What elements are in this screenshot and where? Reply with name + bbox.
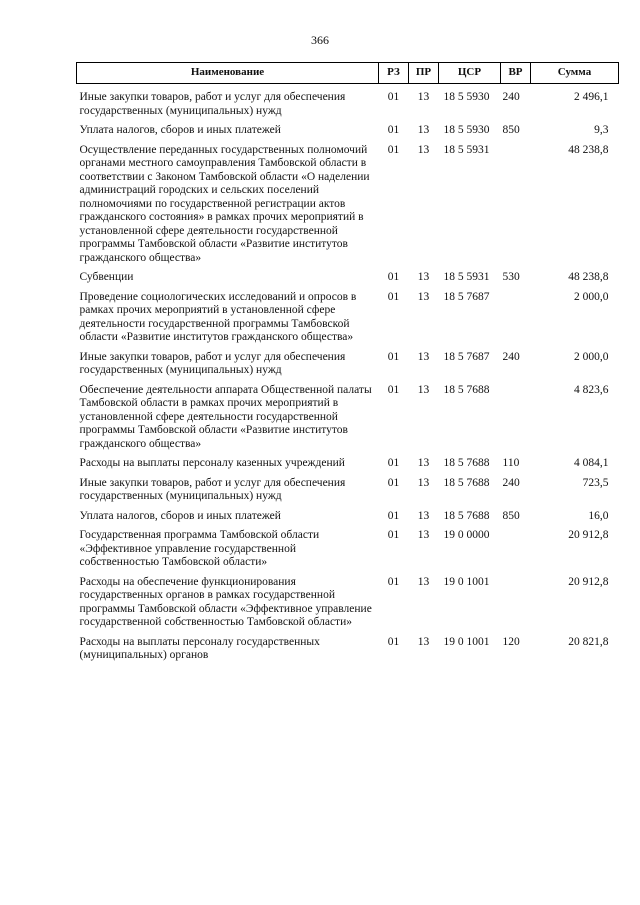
table-header-row [77,63,619,84]
cell-name: Обеспечение деятельности аппарата Общественной палаты Тамбовской области в рамках прочих мероприятий в установленной сфере деятельности государственной программы Тамбовской области «Развитие институтов гражданского общества» [79,383,372,450]
cell-rz: 01 [387,290,400,303]
cell-pr: 13 [417,271,430,283]
table-row [77,510,619,530]
cell-csr: 18 5 7688 [443,476,490,489]
cell-csr: 18 5 7688 [443,509,490,522]
cell-rz: 01 [387,457,400,469]
cell-vr [501,529,531,576]
table-row [77,291,619,351]
cell-csr: 18 5 7687 [443,290,490,303]
cell-rz: 01 [387,143,400,156]
cell-pr: 13 [417,457,430,469]
cell-pr: 13 [417,350,430,363]
cell-csr: 19 0 0000 [443,529,490,541]
cell-csr: 18 5 7688 [443,457,490,469]
cell-csr: 18 5 7687 [443,350,490,363]
cell-name: Уплата налогов, сборов и иных платежей [79,509,281,522]
cell-sum: 2 496,1 [574,91,609,103]
cell-name: Государственная программа Тамбовской области «Эффективное управление государственной собственностью Тамбовской области» [79,529,320,568]
cell-csr: 18 5 5930 [443,91,490,103]
cell-rz: 01 [387,91,400,103]
table-row [77,124,619,144]
cell-sum: 48 238,8 [568,143,609,156]
cell-vr [501,144,531,272]
cell-name: Проведение социологических исследований и опросов в рамках прочих мероприятий в установленной сфере деятельности государственной программы Тамбовской области «Развитие институтов гражданского общества» [79,290,357,343]
cell-name: Иные закупки товаров, работ и услуг для обеспечения государственных (муниципальных) нужд [79,476,346,502]
cell-vr: 240 [502,350,520,363]
cell-vr: 240 [502,476,520,489]
cell-name: Расходы на выплаты персоналу казенных учреждений [79,457,345,469]
cell-vr [501,384,531,458]
cell-pr: 13 [417,635,430,648]
cell-rz: 01 [387,350,400,363]
cell-pr: 13 [417,143,430,156]
table-row [77,636,619,669]
cell-sum: 20 821,8 [568,635,609,648]
cell-vr: 110 [502,457,520,469]
cell-pr: 13 [417,290,430,303]
cell-rz: 01 [387,476,400,489]
cell-rz: 01 [387,575,400,588]
cell-sum: 9,3 [594,124,609,136]
cell-name: Иные закупки товаров, работ и услуг для обеспечения государственных (муниципальных) нужд [79,91,346,117]
header-csr: ЦСР [439,63,501,84]
cell-pr: 13 [417,529,430,541]
budget-table [76,62,619,669]
cell-vr: 850 [502,509,520,522]
cell-pr: 13 [417,476,430,489]
cell-vr: 530 [502,271,520,283]
cell-csr: 19 0 1001 [443,635,490,648]
table-row [77,576,619,636]
cell-sum: 20 912,8 [568,529,609,541]
header-name: Наименование [77,63,379,84]
cell-csr: 18 5 5931 [443,271,490,283]
header-sum: Сумма [531,63,619,84]
cell-pr: 13 [417,575,430,588]
cell-name: Уплата налогов, сборов и иных платежей [79,124,281,136]
cell-sum: 4 084,1 [574,457,609,469]
cell-name: Расходы на обеспечение функционирования государственных органов в рамках государственной программы Тамбовской области «Эффективное управление государственной собственностью Тамбовской области» [79,575,372,628]
table-row [77,529,619,576]
cell-rz: 01 [387,635,400,648]
cell-pr: 13 [417,383,430,396]
cell-name: Иные закупки товаров, работ и услуг для обеспечения государственных (муниципальных) нужд [79,350,346,376]
cell-pr: 13 [417,91,430,103]
table-row [77,84,619,125]
header-pr: ПР [409,63,439,84]
cell-sum: 723,5 [582,476,609,489]
cell-csr: 18 5 7688 [443,383,490,396]
table-row [77,384,619,458]
cell-csr: 18 5 5930 [443,124,490,136]
header-rz: РЗ [379,63,409,84]
cell-csr: 19 0 1001 [443,575,490,588]
cell-name: Расходы на выплаты персоналу государственных (муниципальных) органов [79,635,320,661]
cell-pr: 13 [417,509,430,522]
cell-sum: 2 000,0 [574,290,609,303]
cell-name: Субвенции [79,271,134,283]
cell-rz: 01 [387,271,400,283]
table-row [77,271,619,291]
cell-name: Осуществление переданных государственных полномочий органами местного самоуправления Тамбовской области в соответствии с Законом Тамбовской области «О наделении администраций городских и сельских поселений полномочиями по государственной регистрации актов гражданского состояния» в рамках прочих мероприятий в установленной сфере деятельности государственной программы Тамбовской области «Развитие институтов гражданского общества» [79,143,370,264]
page-number: 366 [311,33,329,47]
cell-vr: 240 [502,91,520,103]
cell-rz: 01 [387,124,400,136]
cell-vr: 850 [502,124,520,136]
table-row [77,477,619,510]
cell-sum: 16,0 [588,509,609,522]
cell-sum: 48 238,8 [568,271,609,283]
cell-sum: 2 000,0 [574,350,609,363]
cell-vr: 120 [502,635,520,648]
cell-rz: 01 [387,509,400,522]
cell-sum: 20 912,8 [568,575,609,588]
table-row [77,457,619,477]
cell-rz: 01 [387,529,400,541]
cell-pr: 13 [417,124,430,136]
header-vr: ВР [501,63,531,84]
cell-vr [501,576,531,636]
cell-vr [501,291,531,351]
cell-csr: 18 5 5931 [443,143,490,156]
cell-sum: 4 823,6 [574,383,609,396]
table-row [77,351,619,384]
table-row [77,144,619,272]
cell-rz: 01 [387,383,400,396]
